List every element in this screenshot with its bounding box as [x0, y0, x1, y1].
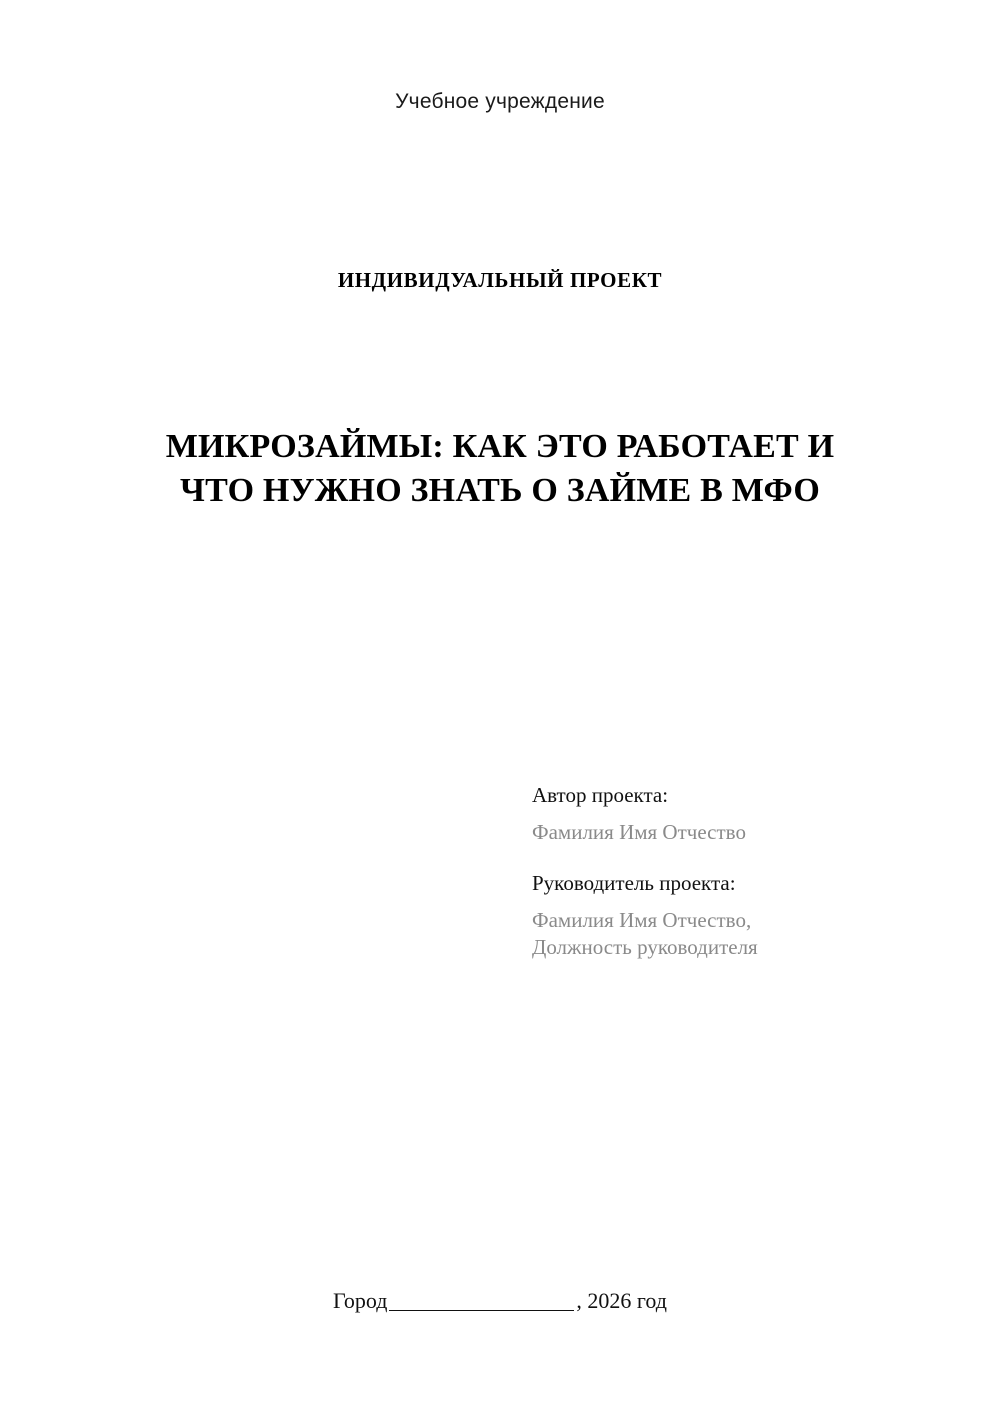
- supervisor-label: Руководитель проекта:: [532, 871, 736, 895]
- year-text: , 2026 год: [576, 1288, 667, 1313]
- city-line: [333, 1288, 667, 1314]
- credits-block: [532, 785, 932, 988]
- page-title-line-2: ЧТО НУЖНО ЗНАТЬ О ЗАЙМЕ В МФО: [180, 471, 820, 509]
- page-title: [90, 425, 910, 512]
- author-block: [532, 785, 932, 843]
- supervisor-name: Фамилия Имя Отчество,: [532, 908, 752, 932]
- author-value: Фамилия Имя Отчество: [532, 820, 746, 844]
- city-blank-rule: [389, 1310, 574, 1311]
- institution-name: Учебное учреждение: [395, 90, 605, 113]
- supervisor-block: [532, 873, 932, 958]
- page-title-line-1: МИКРОЗАЙМЫ: КАК ЭТО РАБОТАЕТ И: [165, 428, 835, 465]
- city-label: Город: [333, 1288, 388, 1313]
- page-footer: [0, 1288, 1000, 1314]
- author-label: Автор проекта:: [532, 783, 669, 807]
- supervisor-position: Должность руководителя: [532, 935, 758, 959]
- document-type: ИНДИВИДУАЛЬНЫЙ ПРОЕКТ: [337, 268, 663, 292]
